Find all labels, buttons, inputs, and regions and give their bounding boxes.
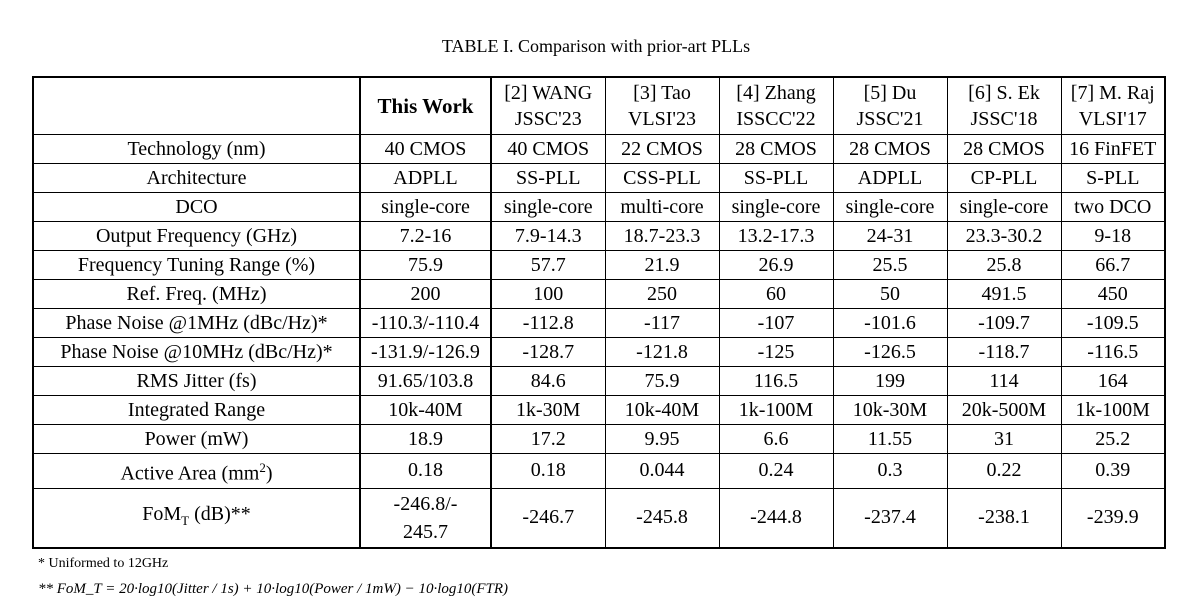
table-row	[33, 280, 1165, 309]
table-cell: 21.9	[605, 251, 719, 280]
table-cell: 17.2	[491, 425, 605, 454]
table-cell: 10k-40M	[605, 396, 719, 425]
table-cell: 16 FinFET	[1061, 135, 1165, 164]
table-cell: CSS-PLL	[605, 164, 719, 193]
table-cell: -116.5	[1061, 338, 1165, 367]
table-cell: 31	[947, 425, 1061, 454]
table-cell: single-core	[833, 193, 947, 222]
header-row	[33, 77, 1165, 135]
table-cell: 116.5	[719, 367, 833, 396]
footnote-normalization: * Uniformed to 12GHz	[38, 556, 169, 571]
table-cell: 28 CMOS	[833, 135, 947, 164]
table-row	[33, 309, 1165, 338]
table-cell: 0.24	[719, 454, 833, 489]
table-cell: -246.8/- 245.7	[360, 488, 491, 548]
table-cell: 1k-100M	[1061, 396, 1165, 425]
table-cell: 450	[1061, 280, 1165, 309]
table-cell: -131.9/-126.9	[360, 338, 491, 367]
table-cell: 491.5	[947, 280, 1061, 309]
table-cell: ADPLL	[833, 164, 947, 193]
table-cell: -109.5	[1061, 309, 1165, 338]
table-row	[33, 135, 1165, 164]
table-cell: 10k-30M	[833, 396, 947, 425]
table-cell: 20k-500M	[947, 396, 1061, 425]
table-cell: 250	[605, 280, 719, 309]
row-label: Integrated Range	[33, 396, 360, 425]
row-label: FoM$_T$ (dB)**	[33, 488, 360, 548]
table-cell: 200	[360, 280, 491, 309]
table-cell: 6.6	[719, 425, 833, 454]
table-cell: two DCO	[1061, 193, 1165, 222]
column-header: [7] M. Raj VLSI'17	[1061, 77, 1165, 135]
table-cell: 91.65/103.8	[360, 367, 491, 396]
table-cell: 9-18	[1061, 222, 1165, 251]
table-cell: 23.3-30.2	[947, 222, 1061, 251]
row-label: Phase Noise @1MHz (dBc/Hz)*	[33, 309, 360, 338]
table-cell: 11.55	[833, 425, 947, 454]
corner-cell	[33, 77, 360, 135]
table-cell: -245.8	[605, 488, 719, 548]
table-caption: TABLE I. Comparison with prior-art PLLs	[441, 36, 751, 56]
table-row-fom	[33, 488, 1165, 548]
table-cell: 164	[1061, 367, 1165, 396]
table-row	[33, 338, 1165, 367]
comparison-table	[32, 76, 1166, 549]
table-cell: single-core	[719, 193, 833, 222]
column-header: [3] Tao VLSI'23	[605, 77, 719, 135]
table-cell: -110.3/-110.4	[360, 309, 491, 338]
table-cell: 84.6	[491, 367, 605, 396]
table-cell: 40 CMOS	[491, 135, 605, 164]
table-row	[33, 222, 1165, 251]
table-cell: 0.39	[1061, 454, 1165, 489]
table-cell: -101.6	[833, 309, 947, 338]
table-cell: 1k-30M	[491, 396, 605, 425]
row-label: Frequency Tuning Range (%)	[33, 251, 360, 280]
table-cell: -118.7	[947, 338, 1061, 367]
table-cell: 9.95	[605, 425, 719, 454]
table-cell: 0.18	[491, 454, 605, 489]
table-row	[33, 396, 1165, 425]
row-label: Active Area $(mm^2)$	[33, 454, 360, 489]
row-label: RMS Jitter (fs)	[33, 367, 360, 396]
table-cell: 114	[947, 367, 1061, 396]
table-row	[33, 425, 1165, 454]
table-cell: 28 CMOS	[719, 135, 833, 164]
row-label: Ref. Freq. (MHz)	[33, 280, 360, 309]
table-cell: single-core	[491, 193, 605, 222]
table-cell: SS-PLL	[491, 164, 605, 193]
table-cell: 57.7	[491, 251, 605, 280]
column-header: [4] Zhang ISSCC'22	[719, 77, 833, 135]
table-cell: 75.9	[605, 367, 719, 396]
table-cell: -121.8	[605, 338, 719, 367]
table-cell: single-core	[947, 193, 1061, 222]
table-cell: 28 CMOS	[947, 135, 1061, 164]
table-cell: -112.8	[491, 309, 605, 338]
table-row-active-area	[33, 454, 1165, 489]
row-label: Phase Noise @10MHz (dBc/Hz)*	[33, 338, 360, 367]
table-cell: 22 CMOS	[605, 135, 719, 164]
table-cell: ADPLL	[360, 164, 491, 193]
table-cell: 18.9	[360, 425, 491, 454]
table-cell: CP-PLL	[947, 164, 1061, 193]
table-cell: 100	[491, 280, 605, 309]
table-cell: 199	[833, 367, 947, 396]
table-cell: -244.8	[719, 488, 833, 548]
table-cell: 40 CMOS	[360, 135, 491, 164]
table-cell: 0.044	[605, 454, 719, 489]
table-cell: 24-31	[833, 222, 947, 251]
table-cell: 1k-100M	[719, 396, 833, 425]
table-cell: SS-PLL	[719, 164, 833, 193]
column-header: [2] WANG JSSC'23	[491, 77, 605, 135]
table-cell: 60	[719, 280, 833, 309]
table-cell: 25.5	[833, 251, 947, 280]
table-cell: 18.7-23.3	[605, 222, 719, 251]
table-cell: S-PLL	[1061, 164, 1165, 193]
table-cell: -117	[605, 309, 719, 338]
column-header: [5] Du JSSC'21	[833, 77, 947, 135]
table-cell: 75.9	[360, 251, 491, 280]
row-label: Technology (nm)	[33, 135, 360, 164]
table-cell: 10k-40M	[360, 396, 491, 425]
table-cell: -128.7	[491, 338, 605, 367]
table-row	[33, 193, 1165, 222]
table-cell: multi-core	[605, 193, 719, 222]
row-label: Power (mW)	[33, 425, 360, 454]
row-label: Output Frequency (GHz)	[33, 222, 360, 251]
table-row	[33, 164, 1165, 193]
row-label: DCO	[33, 193, 360, 222]
table-cell: single-core	[360, 193, 491, 222]
table-cell: 13.2-17.3	[719, 222, 833, 251]
footnote-fom-formula: ** FoM_T = 20·log10(Jitter / 1s) + 10·log10(Power / 1mW) − 10·log10(FTR)	[38, 581, 509, 597]
table-cell: 25.2	[1061, 425, 1165, 454]
table-cell: 7.9-14.3	[491, 222, 605, 251]
table-cell: -125	[719, 338, 833, 367]
table-cell: 66.7	[1061, 251, 1165, 280]
table-cell: 26.9	[719, 251, 833, 280]
table-cell: 7.2-16	[360, 222, 491, 251]
table-cell: 25.8	[947, 251, 1061, 280]
row-label: Architecture	[33, 164, 360, 193]
column-header-this-work: This Work	[360, 77, 491, 135]
table-cell: 50	[833, 280, 947, 309]
column-header: [6] S. Ek JSSC'18	[947, 77, 1061, 135]
table-cell: -239.9	[1061, 488, 1165, 548]
table-cell: -246.7	[491, 488, 605, 548]
table-cell: 0.3	[833, 454, 947, 489]
table-cell: -238.1	[947, 488, 1061, 548]
table-cell: -107	[719, 309, 833, 338]
table-cell: 0.22	[947, 454, 1061, 489]
table-cell: -109.7	[947, 309, 1061, 338]
table-cell: 0.18	[360, 454, 491, 489]
table-row	[33, 251, 1165, 280]
table-cell: -237.4	[833, 488, 947, 548]
table-cell: -126.5	[833, 338, 947, 367]
table-row	[33, 367, 1165, 396]
